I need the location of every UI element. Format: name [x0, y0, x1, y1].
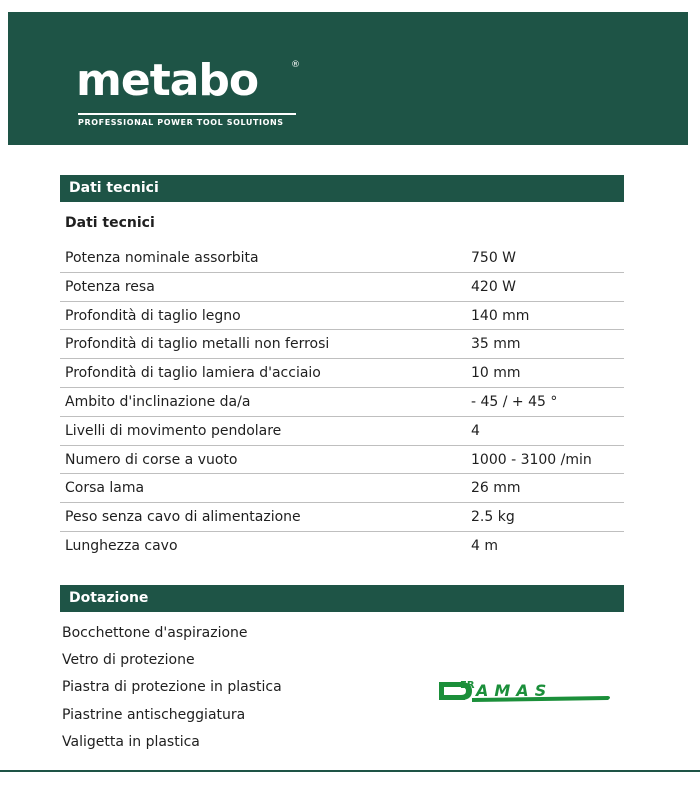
spec-label: Livelli di movimento pendolare — [65, 422, 282, 439]
brand-logo: metabo — [76, 55, 259, 106]
registered-mark: ® — [291, 60, 300, 70]
tech-subheader: Dati tecnici — [65, 215, 155, 231]
spec-value: 140 mm — [471, 307, 530, 324]
spec-label: Profondità di taglio metalli non ferrosi — [65, 336, 330, 353]
spec-row — [60, 532, 624, 561]
logo-divider — [78, 113, 296, 115]
spec-label: Peso senza cavo di alimentazione — [65, 509, 301, 526]
spec-row — [60, 244, 624, 273]
spec-label: Profondità di taglio legno — [65, 307, 241, 324]
spec-row — [60, 388, 624, 417]
list-item: Vetro di protezione — [62, 652, 195, 669]
list-item: Piastra di protezione in plastica — [62, 679, 282, 696]
spec-label: Potenza nominale assorbita — [65, 250, 259, 266]
spec-row — [60, 417, 624, 446]
tech-section-header: Dati tecnici — [60, 175, 624, 202]
spec-label: Ambito d'inclinazione da/a — [65, 393, 251, 410]
list-item: Valigetta in plastica — [62, 733, 200, 750]
list-item: Piastrine antischeggiatura — [62, 706, 246, 723]
spec-value: 26 mm — [471, 480, 521, 497]
spec-row — [60, 302, 624, 331]
dealer-logo — [436, 676, 616, 706]
spec-row — [60, 474, 624, 503]
spec-value: 750 W — [471, 250, 517, 266]
spec-value: 35 mm — [471, 336, 521, 353]
bottom-divider — [0, 770, 700, 772]
spec-table — [60, 244, 624, 561]
spec-label: Potenza resa — [65, 278, 155, 295]
spec-value: 10 mm — [471, 365, 521, 382]
header-banner — [8, 12, 688, 145]
dealer-logo-main: AMAS — [476, 681, 553, 700]
spec-value: 4 m — [471, 537, 498, 554]
spec-label: Lunghezza cavo — [65, 537, 178, 554]
spec-value: 420 W — [471, 278, 517, 295]
spec-row — [60, 359, 624, 388]
spec-label: Corsa lama — [65, 480, 145, 497]
spec-row — [60, 273, 624, 302]
spec-value: 1000 - 3100 /min — [471, 451, 592, 468]
spec-value: 4 — [471, 422, 480, 439]
brand-tagline: PROFESSIONAL POWER TOOL SOLUTIONS — [78, 118, 284, 127]
spec-value: - 45 / + 45 ° — [471, 393, 558, 410]
spec-value: 2.5 kg — [471, 509, 515, 526]
spec-row — [60, 503, 624, 532]
list-item: Bocchettone d'aspirazione — [62, 625, 248, 641]
dealer-logo-top: ER — [460, 680, 475, 691]
accessories-list — [62, 620, 392, 756]
spec-row — [60, 330, 624, 359]
spec-label: Profondità di taglio lamiera d'acciaio — [65, 365, 321, 382]
spec-row — [60, 446, 624, 475]
accessories-section-header: Dotazione — [60, 585, 624, 612]
spec-label: Numero di corse a vuoto — [65, 451, 238, 468]
